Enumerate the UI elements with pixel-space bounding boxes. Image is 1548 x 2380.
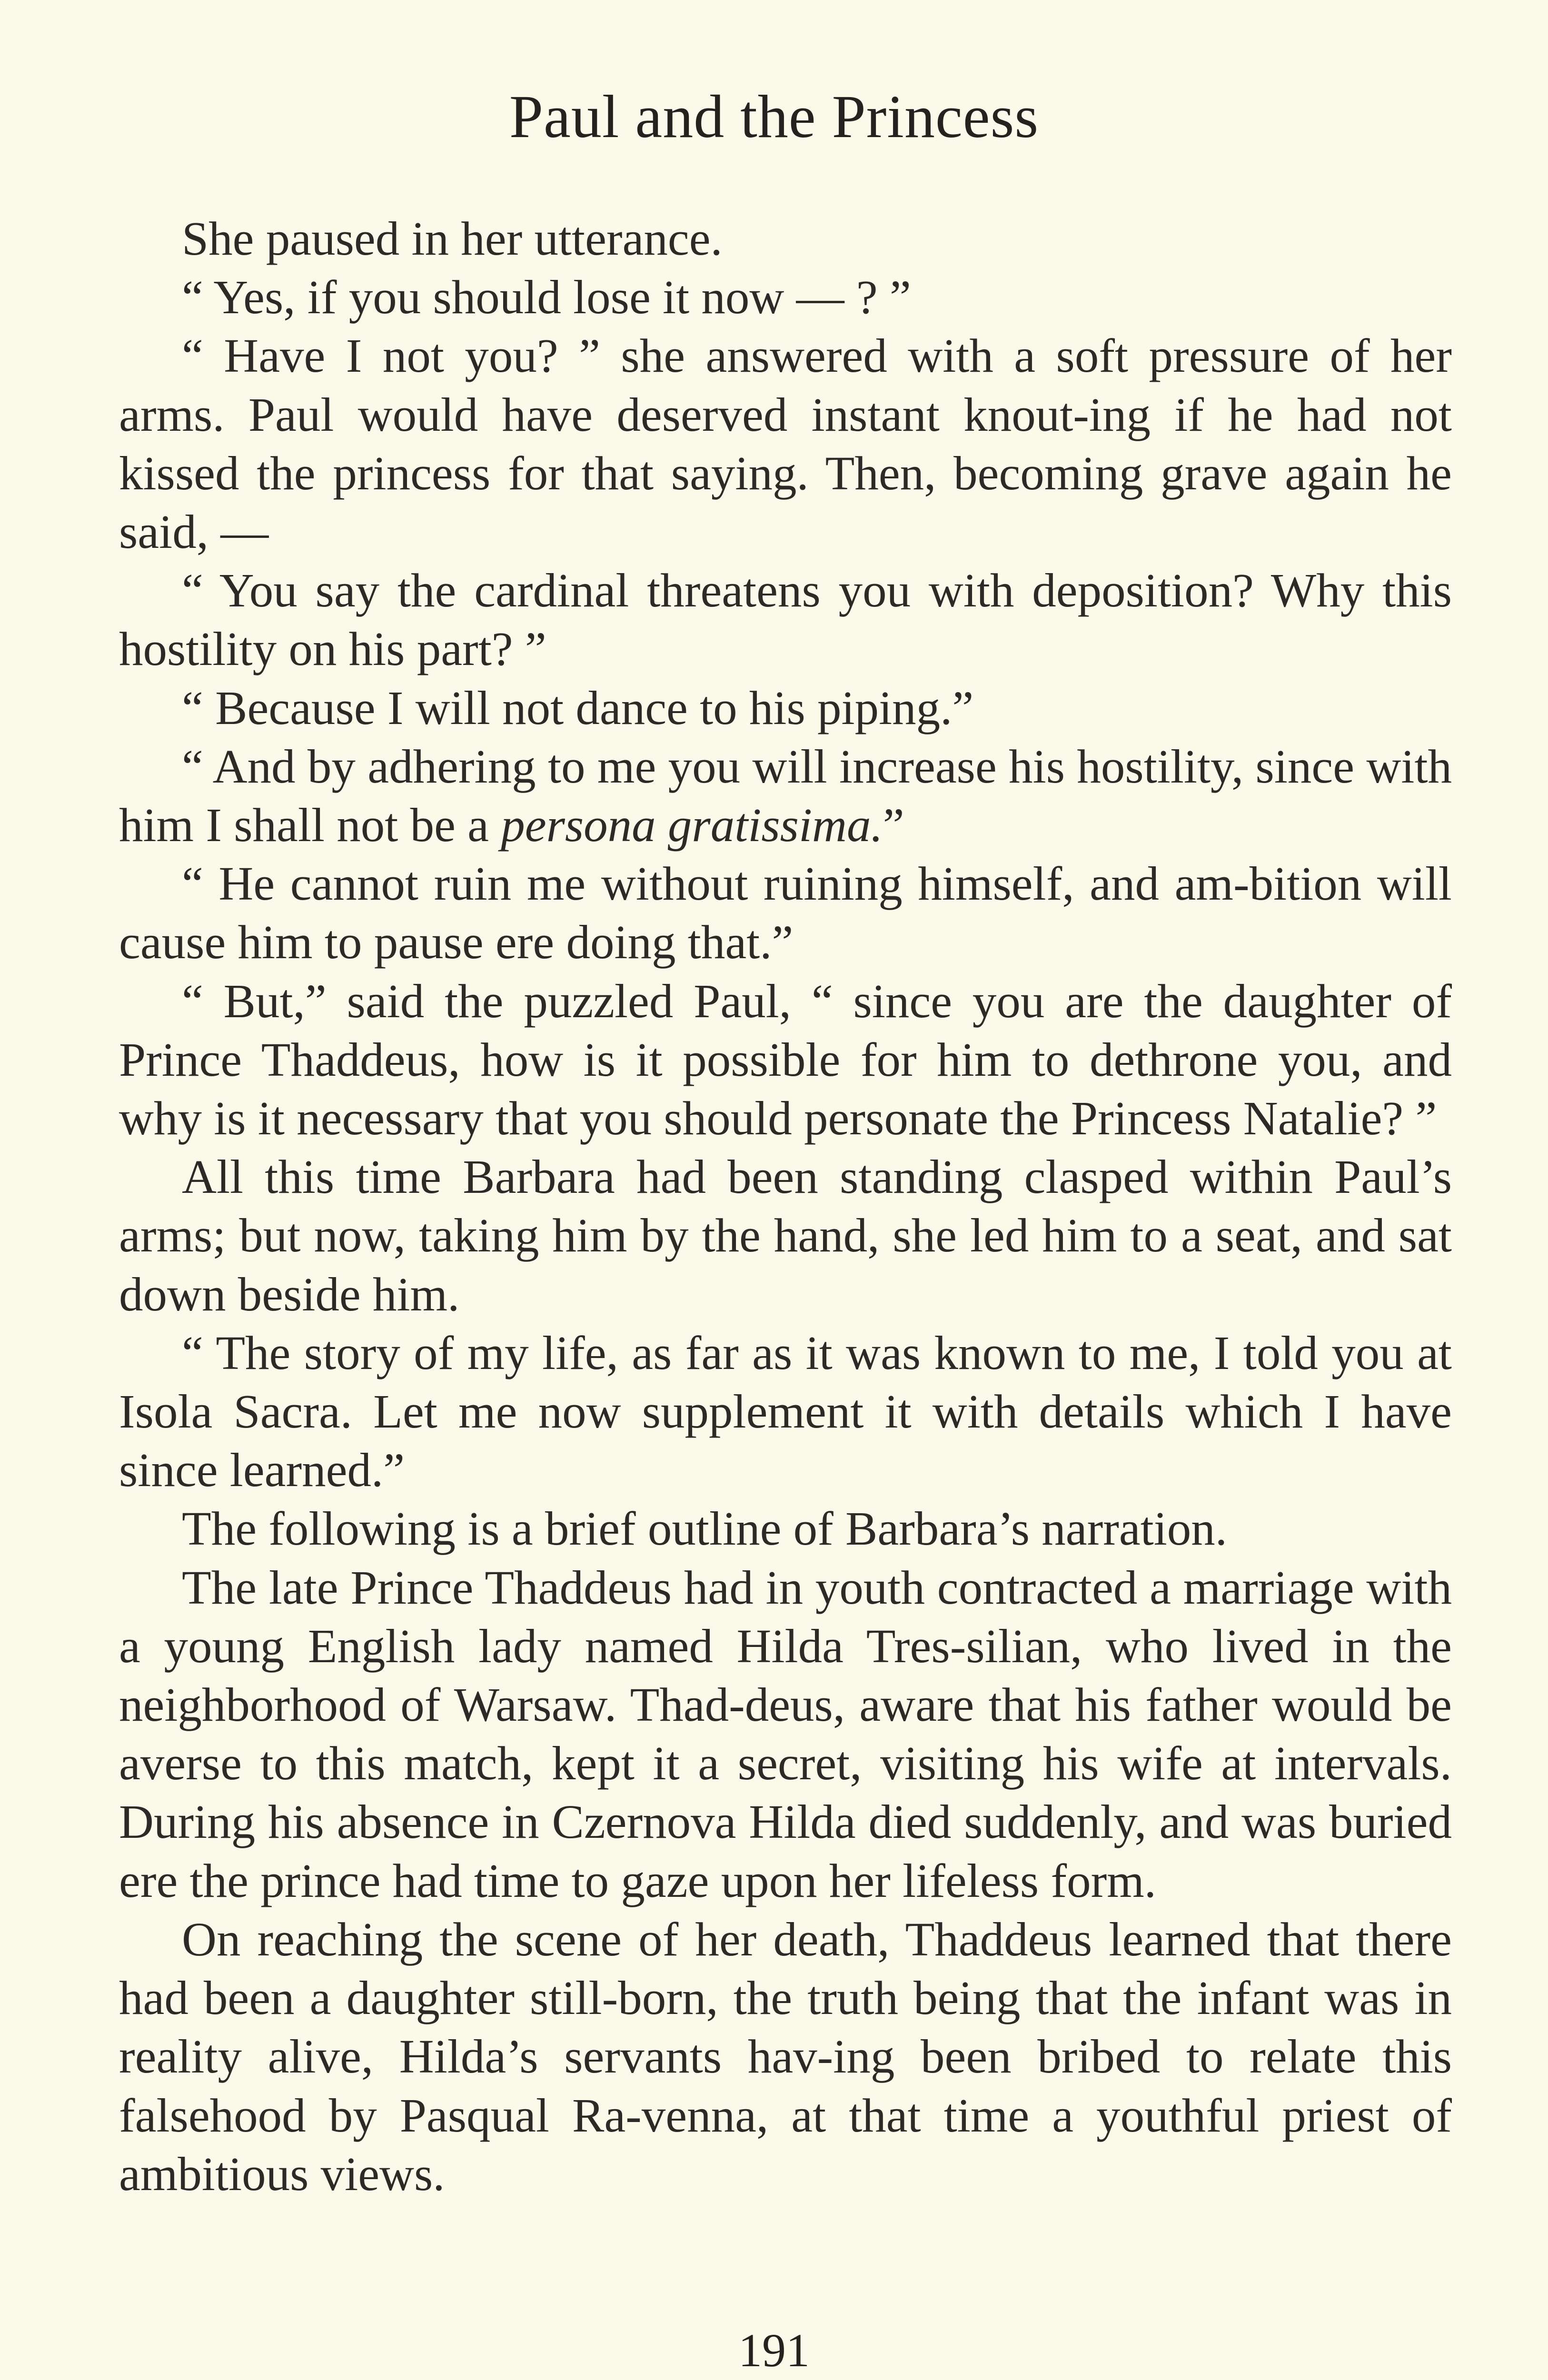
paragraph-1: She paused in her utterance. [182,212,723,265]
paragraph-6-text-before: “ And by adhering to me you will increase his hostility, since with him I shall not be a [119,739,1452,852]
body-text [119,209,1452,2203]
paragraph-7: “ He cannot ruin me without ruining himself, and am-bition will cause him to pause ere doing that.” [119,857,1452,969]
italic-phrase: persona gratissima. [501,798,883,852]
running-title: Paul and the Princess [509,83,1039,150]
paragraph-3: “ Have I not you? ” she answered with a soft pressure of her arms. Paul would have deserved instant knout-ing if he had not kissed the princess for that saying. Then, becoming grave again he said, — [119,329,1452,559]
paragraph-5: “ Because I will not dance to his piping.” [182,681,974,734]
paragraph-8: “ But,” said the puzzled Paul, “ since you are the daughter of Prince Thaddeus, how is it possible for him to dethrone you, and why is it necessary that you should personate the Princess Natalie? ” [119,974,1452,1145]
paragraph-6-text-after: ” [883,798,904,852]
paragraph-13: On reaching the scene of her death, Thaddeus learned that there had been a daughter still-born, the truth being that the infant was in reality alive, Hilda’s servants hav-ing been bribed to relate this falsehood by Pasqual Ra-venna, at that time a youthful priest of ambitious views. [119,1912,1452,2201]
paragraph-2: “ Yes, if you should lose it now — ? ” [182,270,911,324]
paragraph-6 [119,737,1452,854]
paragraph-9: All this time Barbara had been standing clasped within Paul’s arms; but now, taking him by the hand, she led him to a seat, and sat down beside him. [119,1150,1452,1321]
paragraph-10: “ The story of my life, as far as it was known to me, I told you at Isola Sacra. Let me now supplement it with details which I have since learned.” [119,1326,1452,1497]
paragraph-12: The late Prince Thaddeus had in youth contracted a marriage with a young English lady named Hilda Tres-silian, who lived in the neighborhood of Warsaw. Thad-deus, aware that his father would be averse to this match, kept it a secret, visiting his wife at intervals. During his absence in Czernova Hilda died suddenly, and was buried ere the prince had time to gaze upon her lifeless form. [119,1560,1452,1907]
paragraph-4: “ You say the cardinal threatens you with deposition? Why this hostility on his part? ” [119,564,1452,676]
paragraph-11: The following is a brief outline of Barbara’s narration. [182,1502,1228,1556]
page-number: 191 [738,2324,810,2377]
